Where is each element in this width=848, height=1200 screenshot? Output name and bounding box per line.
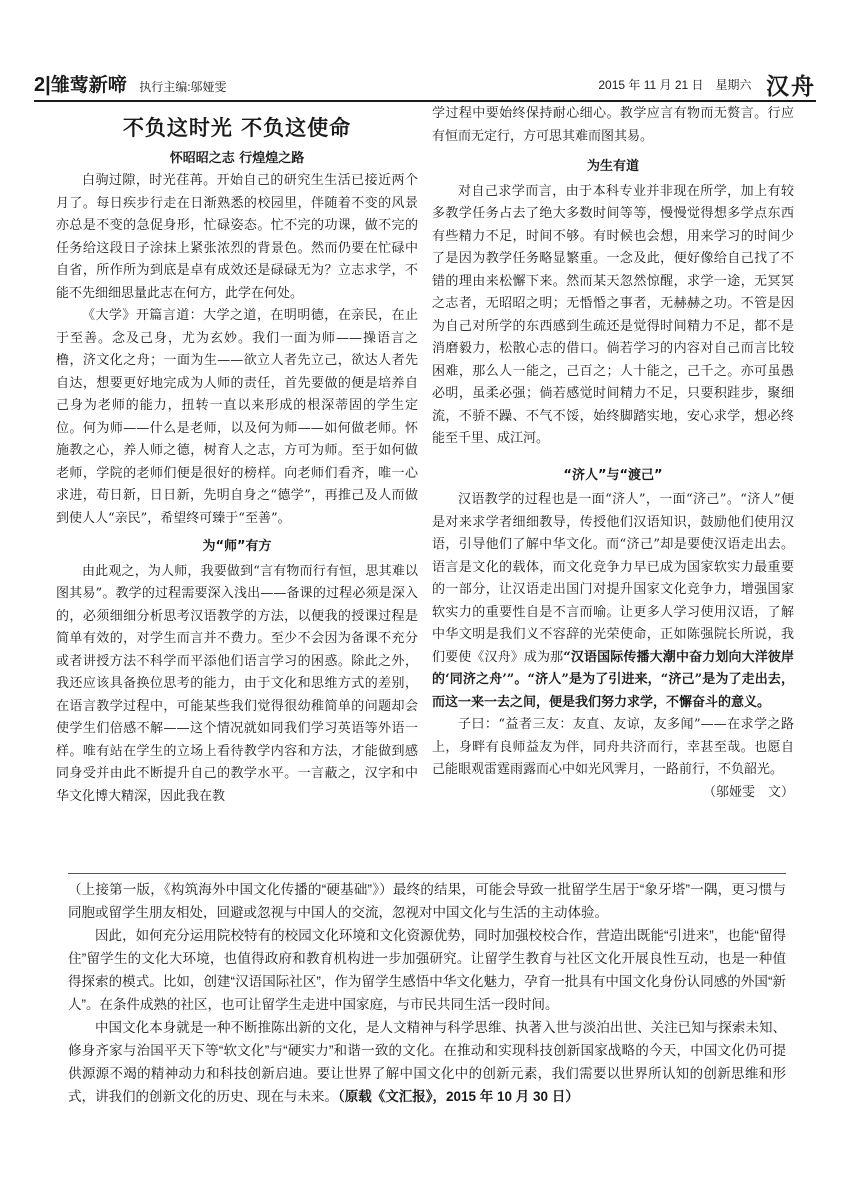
author-signature: （邬娅雯 文） (702, 784, 794, 800)
paragraph-text: 中国文化本身就是一种不断推陈出新的文化，是人文精神与科学思维、执著入世与淡泊出世、关注已知与探索未知、修身齐家与治国平天下等“软文化”与“硬实力”和谐一致的文化。在推动和实现科技创新国家战略的今天，中国文化仍可提供源源不竭的精神动力和科技创新启迪。要让世界了解中国文化中的创新元素，我们需要以世界所认知的创新思维和形式，讲我们的创新文化的历史、现在与未来。 (68, 1020, 786, 1104)
page-number: 2| (34, 74, 51, 96)
section-heading: 为“师”有方 (202, 539, 272, 554)
issue-date: 2015 年 11 月 21 日 星期六 (598, 78, 752, 92)
header-left (34, 70, 227, 97)
article-column-right (432, 103, 794, 804)
intro-paragraph: 白驹过隙，时光荏苒。开始自己的研究生生活已接近两个月了。每日疾步行走在日渐熟悉的校园里，伴随着不变的风景亦总是不变的急促身形，忙碌姿态。忙不完的功课，做不完的任务给这段日子涂抹上紧张浓烈的背景色。然而仍要在忙碌中自省，所作所为到底是卓有成效还是碌碌无为？立志求学，不能不先细细思量此志在何方，此学在何处。 (56, 173, 418, 301)
header-rule (34, 100, 816, 102)
article-subtitle: 怀昭昭之志 行煌煌之路 (169, 150, 305, 166)
continued-paragraph: 学过程中要始终保持耐心细心。教学应言有物而无赘言。行应有恒而无定行，方可思其难而图其易。 (432, 106, 794, 144)
intro-paragraph: 《大学》开篇言道：大学之道，在明明德，在亲民，在止于至善。念及己身，尤为玄妙。我们一面为师——操语言之橹，济文化之舟；一面为生——欲立人者先立己，欲达人者先自达，想要更好地完成为人师的责任，首先要做的便是培养自己身为老师的能力，扭转一直以来形成的根深蒂固的学生定位。何为师——什么是老师，以及何为师——如何做老师。怀施教之心，养人师之德，树育人之志，方可为师。至于如何做老师，学院的老师们便是很好的榜样。向老师们看齐，唯一心求进，苟日新，日日新，先明自身之“德学”，再推己及人而做到使人人“亲民”，希望终可臻于“至善”。 (56, 308, 418, 526)
page-header (34, 66, 816, 100)
continuation-paragraph: 因此，如何充分运用院校特有的校园文化环境和文化资源优势，同时加强校校合作，营造出既能“引进来”，也能“留得住”留学生的文化大环境，也值得政府和教育机构进一步加强研究。让留学生教育与社区文化开展良性互动，也是一种值得探索的模式。比如，创建“汉语国际社区”，作为留学生感悟中华文化魅力，孕育一批具有中国文化身份认同感的外国“新人”。在条件成熟的社区，也可让留学生走进中国家庭，与市民共同生活一段时间。 (68, 928, 786, 1012)
paragraph-text: 汉语教学的过程也是一面“济人”，一面“济己”。“济人”便是对来求学者细细教导，传授他们汉语知识，鼓励他们使用汉语，引导他们了解中华文化。而“济己”却是要使汉语走出去。语言是文化的载体，而文化竞争力早已成为国家软实力最重要的一部分，让汉语走出国门对提升国家文化竞争力，增强国家软实力的重要性自是不言而喻。让更多人学习使用汉语，了解中华文明是我们义不容辞的光荣使命，正如陈强院长所说，我们要使《汉舟》成为那 (432, 492, 794, 665)
section-heading: 为生有道 (586, 159, 639, 174)
continuation-paragraph: （上接第一版，《构筑海外中国文化传播的“硬基础”》）最终的结果，可能会导致一批留学生居于“象牙塔”一隅，更习惯与同胞或留学生朋友相处，回避或忽视与中国人的交流，忽视对中国文化与生活的主动体验。 (68, 882, 786, 920)
continuation-paragraph (68, 1016, 786, 1108)
section-divider (68, 873, 786, 874)
column-name: 雏莺新啼 (50, 75, 127, 96)
article-title: 不负这时光 不负这使命 (122, 116, 352, 140)
editor-credit: 执行主编:邬娅雯 (139, 80, 227, 94)
header-right (598, 68, 816, 101)
bold-quote: “汉语国际传播大潮中奋力划向大洋彼岸的‘同济之舟’”。“济人”是为了引进来，“济己”是为了走出去，而这一来一去之间，便是我们努力求学，不懈奋斗的意义。 (432, 649, 794, 710)
section-paragraph (432, 489, 794, 714)
section-paragraph: 由此观之，为人师，我要做到“言有物而行有恒，思其难以图其易”。教学的过程需要深入浅出——备课的过程必须是深入的，必须细细分析思考汉语教学的方法，以便我的授课过程是简单有效的，对学生而言并不费力。至少不会因为备课不充分或者讲授方法不科学而平添他们语言学习的困惑。除此之外，我还应该具备换位思考的能力，由于文化和思维方式的差别，在语言教学过程中，可能某些我们觉得很幼稚简单的问题却会使学生们倍感不解——这个情况就如同我们学习英语等外语一样。唯有站在学生的立场上看待教学内容和方法，才能做到感同身受并由此不断提升自己的教学水平。一言蔽之，汉字和中华文化博大精深，因此我在教 (56, 563, 418, 804)
source-note: （原载《文汇报》，2015 年 10 月 30 日） (338, 1089, 579, 1104)
brand-logo: 汉舟 (766, 73, 816, 100)
continuation-article (68, 878, 786, 1108)
section-paragraph: 子曰：“益者三友：友直、友谅，友多闻”——在求学之路上，身畔有良师益友为伴，同舟共济而行，幸甚至哉。也愿自己能眼观雷霆雨露而心中如光风霁月，一路前行，不负韶光。 (432, 717, 794, 777)
section-heading: “济人”与“渡己” (563, 467, 663, 483)
article-column-left (56, 103, 418, 808)
section-paragraph: 对自己求学而言，由于本科专业并非现在所学，加上有较多教学任务占去了绝大多数时间等等，慢慢觉得想多学点东西有些精力不足，时间不够。有时候也会想，用来学习的时间少了是因为教学任务略显繁重。一念及此，便好像给自己找了不错的理由来松懈下来。然而某天忽然惊醒，求学一途，无冥冥之志者，无昭昭之明；无惛惛之事者，无赫赫之功。不管是因为自己对所学的东西感到生疏还是觉得时间精力不足，都不是消磨毅力，松散心志的借口。倘若学习的内容对自己而言比较困难，那么人一能之，己百之；人十能之，己千之。亦可虽愚必明，虽柔必强；倘若感觉时间精力不足，只要积跬步，聚细流，不骄不躁、不气不馁，始终脚踏实地，安心求学，想必终能至千里、成江河。 (432, 183, 794, 446)
